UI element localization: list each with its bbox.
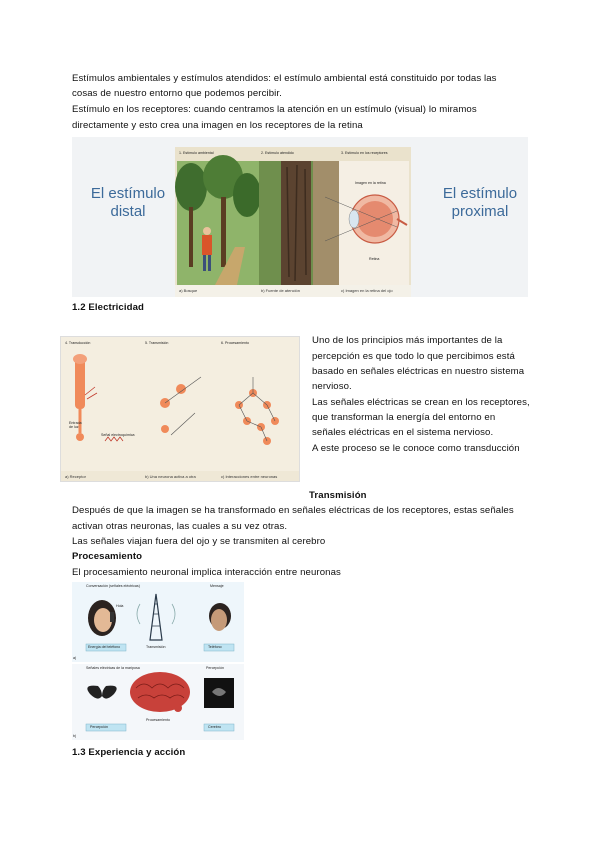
processing-label: Procesamiento [146, 718, 170, 722]
panel-title-receptors: 3. Estímulo en los receptores [341, 151, 388, 155]
electricity-line-8: A este proceso se le conoce como transducción [312, 443, 520, 454]
electricity-line-1: Uno de los principios más importantes de la [312, 335, 503, 346]
light-input-label: Entrada de luz [69, 421, 82, 429]
butterfly-signal-note: Señales eléctricas de la mariposa [86, 666, 140, 670]
stimulus-illustration [175, 147, 411, 297]
processing-drawing [72, 582, 244, 740]
processing-heading: Procesamiento [72, 551, 143, 562]
transmission-line-2: activan otras neuronas, las cuales a su vez otras. [72, 521, 288, 532]
retina-image-label: Imagen en la retina [355, 181, 386, 185]
electricity-line-7: señales eléctricas en el sistema nervioso. [312, 427, 494, 438]
caption-forest: a) Bosque [179, 288, 198, 293]
processing-figure [72, 582, 244, 740]
electricity-line-4: nervioso. [312, 381, 352, 392]
electricity-line-3: basado en señales eléctricas en nuestro sistema [312, 366, 525, 377]
tower-label: Transmisión [146, 645, 166, 649]
caption-attention: b) Fuente de atención [261, 288, 300, 293]
hello-label: Hola [116, 604, 124, 608]
distal-stimulus-label: El estímulo distal [90, 185, 166, 220]
panel-title-attended: 2. Estímulo atendido [261, 151, 294, 155]
panel-title-transduction: 4. Transducción [65, 341, 91, 345]
electricity-line-6: que transforman la energía del entorno en [312, 412, 496, 423]
phone-energy-button: Energía del teléfono [88, 645, 121, 649]
transmission-line-1: Después de que la imagen se ha transformado en señales eléctricas de los receptores, estas señales [72, 505, 514, 516]
caption-neuron: b) Una neurona activa a otra [145, 474, 196, 479]
proximal-stimulus-label: El estímulo proximal [442, 185, 518, 220]
panel-a-label: a) [73, 656, 77, 660]
brain-button: Cerebro [208, 725, 221, 729]
intro-line-2: cosas de nuestro entorno que podemos percibir. [72, 88, 282, 99]
panel-title-transmission: 5. Transmisión [145, 341, 169, 345]
signal-label: Señal electroquímica [101, 433, 135, 437]
caption-interactions: c) Interacciones entre neuronas [221, 474, 278, 479]
conversation-note: Conversación (señales eléctricas) [86, 584, 140, 588]
transmission-heading: Transmisión [309, 490, 367, 501]
transduction-figure [60, 336, 300, 482]
forest-eye-drawing [175, 147, 411, 297]
processing-line-1: El procesamiento neuronal implica interacción entre neuronas [72, 567, 341, 578]
transmission-line-3: Las señales viajan fuera del ojo y se transmiten al cerebro [72, 536, 326, 547]
telephone-button: Teléfono [208, 645, 222, 649]
intro-line-4: directamente y esto crea una imagen en los receptores de la retina [72, 120, 363, 131]
message-note: Mensaje [210, 584, 224, 588]
caption-retina: c) Imagen en la retina del ojo [341, 288, 393, 293]
intro-line-3: Estímulo en los receptores: cuando centramos la atención en un estímulo (visual) lo miramos [72, 104, 477, 115]
retina-label: Retina [369, 257, 380, 261]
perception-note: Percepción [206, 666, 224, 670]
panel-b-label: b) [73, 734, 77, 738]
perception-button: Percepción [90, 725, 108, 729]
panel-title-processing: 6. Procesamiento [221, 341, 249, 345]
neuron-drawing [61, 337, 300, 482]
caption-receptor: a) Receptor [65, 474, 86, 479]
stimulus-figure [72, 137, 528, 297]
intro-line-1: Estímulos ambientales y estímulos atendidos: el estímulo ambiental está constituido por todas las [72, 73, 497, 84]
section-heading-electricity: 1.2 Electricidad [72, 302, 144, 313]
section-heading-experience: 1.3 Experiencia y acción [72, 747, 186, 758]
electricity-line-2: percepción es que todo lo que percibimos está [312, 351, 515, 362]
panel-title-environmental: 1. Estímulo ambiental [179, 151, 214, 155]
electricity-line-5: Las señales eléctricas se crean en los receptores, [312, 397, 530, 408]
